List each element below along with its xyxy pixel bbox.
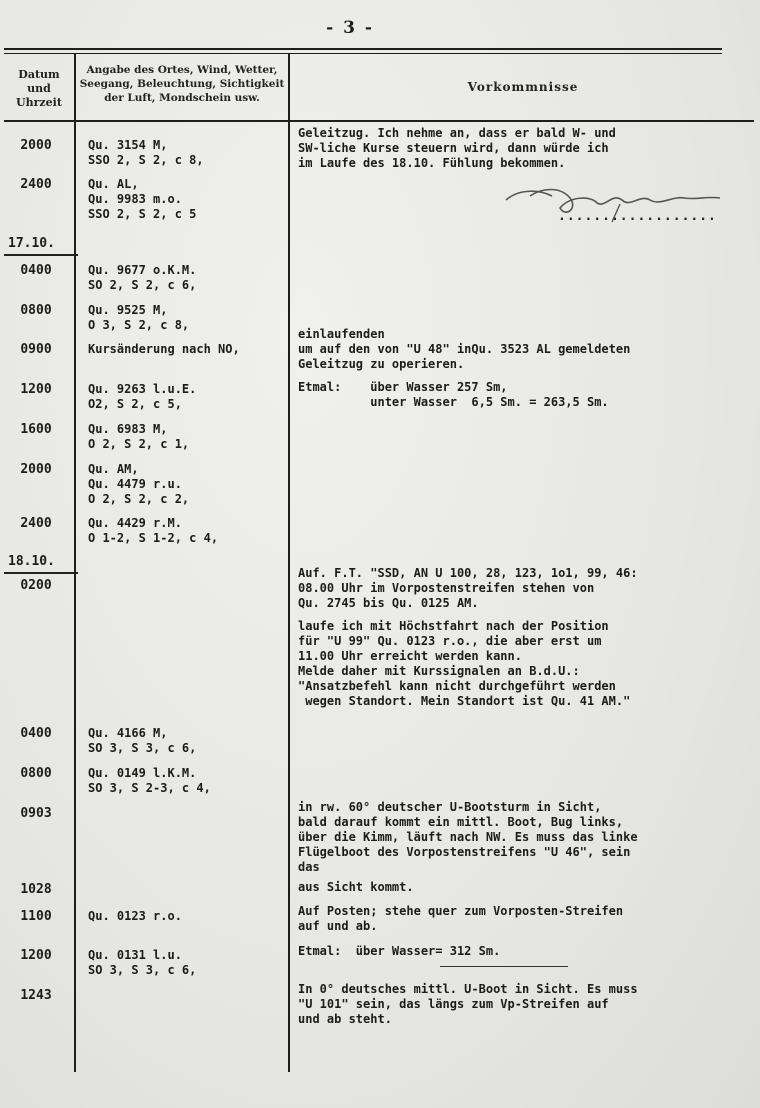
column-divider-1 <box>74 54 76 1072</box>
top-rule <box>4 48 722 50</box>
entry-time: 2400 <box>20 177 52 192</box>
entry-time: 1200 <box>20 948 52 963</box>
entry-time: 0400 <box>20 263 52 278</box>
entry-location: Qu. 9677 o.K.M. SO 2, S 2, c 6, <box>88 263 197 292</box>
entry-location: Kursänderung nach NO, <box>88 342 240 356</box>
header-bottom-rule <box>4 120 754 122</box>
strike-line <box>440 966 568 967</box>
entry-location: Qu. 0131 l.u. SO 3, S 3, c 6, <box>88 948 197 977</box>
entry-event: laufe ich mit Höchstfahrt nach der Position für "U 99" Qu. 0123 r.o., die aber erst um 11.00 Uhr erreicht werden kann. Melde daher mit Kurssignalen an B.d.U.: "Ansatzbefehl kann nicht durchgeführt werden wegen Standort. Mein Standort ist Qu. 41 AM." <box>298 619 631 708</box>
entry-location: Qu. 4166 M, SO 3, S 3, c 6, <box>88 726 197 755</box>
header-location-weather: Angabe des Ortes, Wind, Wetter, Seegang, Beleuchtung, Sichtigkeit der Luft, Mondschein usw. <box>79 64 285 104</box>
entry-event: aus Sicht kommt. <box>298 880 414 894</box>
entry-event: Geleitzug. Ich nehme an, dass er bald W- und SW-liche Kurse steuern wird, dann würde ich im Laufe des 18.10. Fühlung bekommen. <box>298 126 616 170</box>
page-number: - 3 - <box>326 18 374 38</box>
day-underline <box>4 572 78 574</box>
entry-time: 0903 <box>20 806 52 821</box>
day-underline <box>4 254 78 256</box>
entry-location: Qu. 9525 M, O 3, S 2, c 8, <box>88 303 190 332</box>
entry-event: In 0° deutsches mittl. U-Boot in Sicht. Es muss "U 101" sein, das längs zum Vp-Streifen auf und ab steht. <box>298 982 638 1026</box>
entry-time: 1100 <box>20 909 52 924</box>
entry-time: 2000 <box>20 138 52 153</box>
entry-location: Qu. AM, Qu. 4479 r.u. O 2, S 2, c 2, <box>88 462 190 506</box>
header-events: Vorkommnisse <box>467 80 579 94</box>
entry-location: Qu. 3154 M, SSO 2, S 2, c 8, <box>88 138 204 167</box>
entry-event: Auf. F.T. "SSD, AN U 100, 28, 123, 1o1, 99, 46: 08.00 Uhr im Vorpostenstreifen stehen von Qu. 2745 bis Qu. 0125 AM. <box>298 566 638 610</box>
signature <box>500 178 730 228</box>
entry-time: 0800 <box>20 303 52 318</box>
entry-time: 0400 <box>20 726 52 741</box>
column-divider-2 <box>288 54 290 1072</box>
entry-location: Qu. 6983 M, O 2, S 2, c 1, <box>88 422 190 451</box>
day-label: 18.10. <box>8 554 55 569</box>
entry-time: 1200 <box>20 382 52 397</box>
top-rule-thin <box>4 53 722 54</box>
svg-text:..................: .................. <box>558 209 717 224</box>
entry-location: Qu. 0123 r.o. <box>88 909 182 923</box>
entry-time: 0900 <box>20 342 52 357</box>
entry-event: Etmal: über Wasser 257 Sm, unter Wasser 6,5 Sm. = 263,5 Sm. <box>298 380 609 409</box>
entry-location: Qu. AL, Qu. 9983 m.o. SSO 2, S 2, c 5 <box>88 177 197 221</box>
day-label: 17.10. <box>8 236 55 251</box>
entry-time: 0200 <box>20 578 52 593</box>
entry-time: 2000 <box>20 462 52 477</box>
entry-event: Etmal: über Wasser= 312 Sm. <box>298 944 501 958</box>
header-date-time: Datum und Uhrzeit <box>16 68 62 109</box>
entry-location: Qu. 4429 r.M. O 1-2, S 1-2, c 4, <box>88 516 219 545</box>
entry-event: einlaufenden um auf den von "U 48" inQu. 3523 AL gemeldeten Geleitzug zu operieren. <box>298 327 631 371</box>
entry-event: Auf Posten; stehe quer zum Vorposten-Streifen auf und ab. <box>298 904 624 933</box>
entry-time: 2400 <box>20 516 52 531</box>
entry-location: Qu. 0149 l.K.M. SO 3, S 2-3, c 4, <box>88 766 211 795</box>
entry-time: 1028 <box>20 882 52 897</box>
entry-event: in rw. 60° deutscher U-Bootsturm in Sicht, bald darauf kommt ein mittl. Boot, Bug links, über die Kimm, läuft nach NW. Es muss das linke Flügelboot des Vorpostenstreifens "U 46", sein das <box>298 800 638 874</box>
entry-location: Qu. 9263 l.u.E. O2, S 2, c 5, <box>88 382 197 411</box>
entry-time: 0800 <box>20 766 52 781</box>
entry-time: 1600 <box>20 422 52 437</box>
entry-time: 1243 <box>20 988 52 1003</box>
